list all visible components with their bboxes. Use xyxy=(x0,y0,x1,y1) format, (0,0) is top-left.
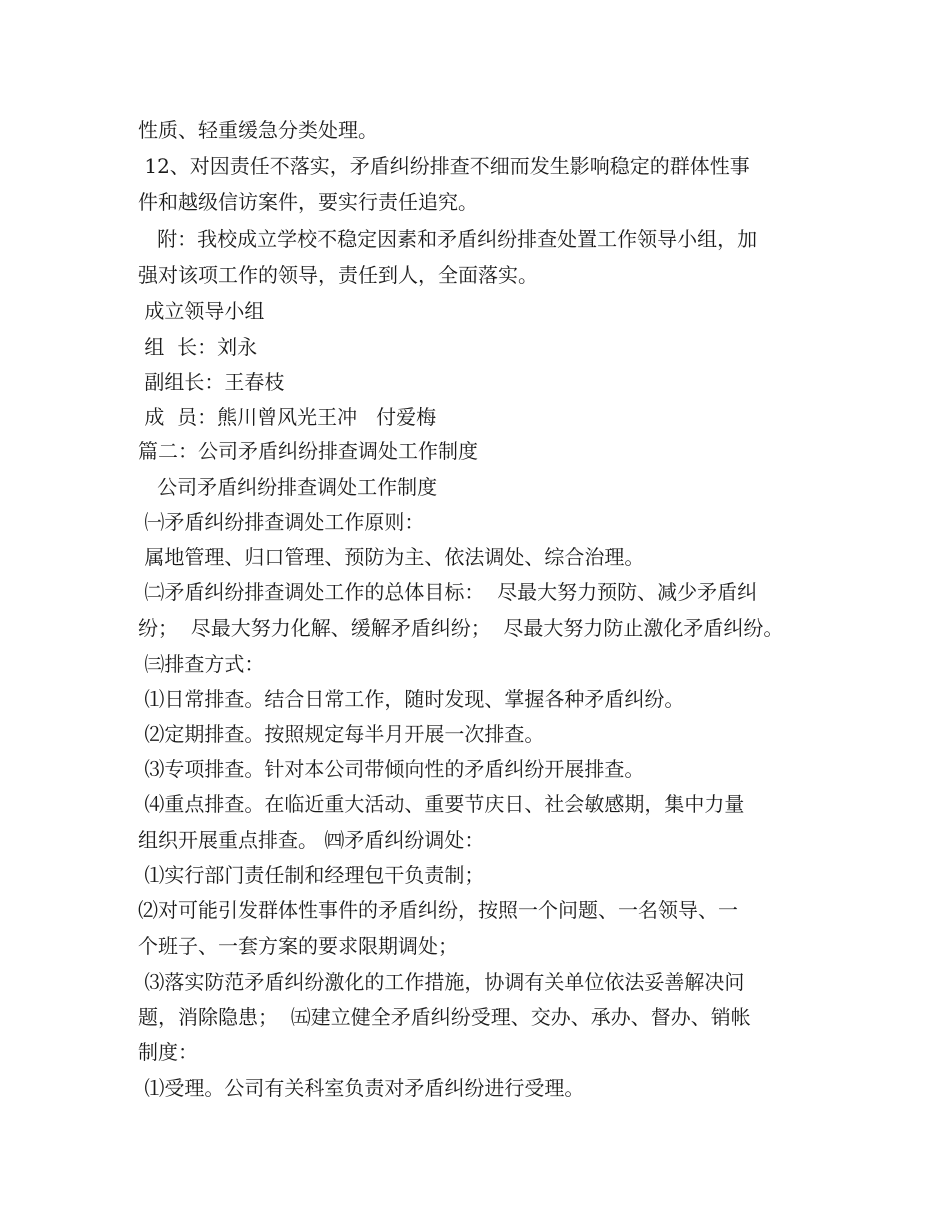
text-line: 制度： xyxy=(138,1040,198,1064)
text-line: 属地管理、归口管理、预防为主、依法调处、综合治理。 xyxy=(138,545,645,569)
text-line: 强对该项工作的领导，责任到人，全面落实。 xyxy=(138,263,538,287)
text-line: 组织开展重点排查。 ㈣矛盾纠纷调处： xyxy=(138,828,485,852)
text-line: 纷； 尽最大努力化解、缓解矛盾纠纷； 尽最大努力防止激化矛盾纠纷。 xyxy=(138,616,784,640)
section-heading: 成立领导小组 xyxy=(138,299,265,323)
text-line: 题，消除隐患； ㈤建立健全矛盾纠纷受理、交办、承办、督办、销帐 xyxy=(138,1005,751,1029)
text-line: ⑵定期排查。按照规定每半月开展一次排查。 xyxy=(138,722,545,746)
text-line: ㈡矛盾纠纷排查调处工作的总体目标： 尽最大努力预防、减少矛盾纠 xyxy=(138,580,758,604)
text-line: ⑷重点排查。在临近重大活动、重要节庆日、社会敏感期，集中力量 xyxy=(138,792,745,816)
text-line: ⑴日常排查。结合日常工作，随时发现、掌握各种矛盾纠纷。 xyxy=(138,687,685,711)
chapter-heading: 篇二：公司矛盾纠纷排查调处工作制度 xyxy=(138,439,478,463)
text-line: ㈠矛盾纠纷排查调处工作原则： xyxy=(138,510,425,534)
text-line: 件和越级信访案件，要实行责任追究。 xyxy=(138,190,478,214)
text-line: ⑴实行部门责任制和经理包干负责制； xyxy=(138,863,485,887)
text-line: ⑵对可能引发群体性事件的矛盾纠纷，按照一个问题、一名领导、一 xyxy=(138,898,738,922)
text-line: 性质、轻重缓急分类处理。 xyxy=(138,118,378,142)
text-line: 副组长：王春枝 xyxy=(138,370,285,394)
text-line: ㈢排查方式： xyxy=(138,652,265,676)
text-line: ⑴受理。公司有关科室负责对矛盾纠纷进行受理。 xyxy=(138,1076,585,1100)
document-title: 公司矛盾纠纷排查调处工作制度 xyxy=(138,475,438,499)
text-line: 组 长：刘永 xyxy=(138,335,258,359)
text-line: ⑶落实防范矛盾纠纷激化的工作措施，协调有关单位依法妥善解决问 xyxy=(138,970,745,994)
text-line: 12、对因责任不落实，矛盾纠纷排查不细而发生影响稳定的群体性事 xyxy=(138,154,750,178)
text-line: 个班子、一套方案的要求限期调处； xyxy=(138,934,458,958)
text-line: ⑶专项排查。针对本公司带倾向性的矛盾纠纷开展排查。 xyxy=(138,757,645,781)
text-line: 成 员：熊川曾风光王冲 付爱梅 xyxy=(138,405,437,429)
text-line: 附：我校成立学校不稳定因素和矛盾纠纷排查处置工作领导小组，加 xyxy=(138,227,758,251)
